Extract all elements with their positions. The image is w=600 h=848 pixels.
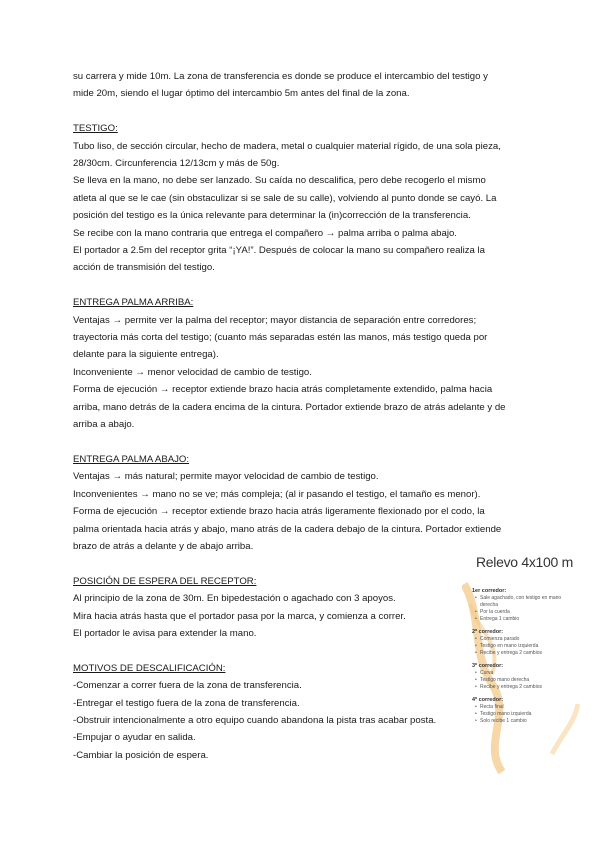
espera-line: Mira hacia atrás hasta que el portador pasa por la marca, y comienza a correr. (73, 610, 406, 622)
runner-group (472, 663, 576, 691)
testigo-line: posición del testigo es la única relevante para determinar la (in)corrección de la transferencia. (73, 210, 471, 222)
section-heading-testigo: TESTIGO: (73, 123, 118, 135)
testigo-line: Se recibe con la mano contraria que entrega el compañero → palma arriba o palma abajo. (73, 227, 457, 239)
relevo-list (472, 588, 576, 731)
runner-group (472, 588, 576, 623)
palma-arriba-line: trayectoria más corta del testigo; (cuanto más separadas estén las manos, más testigo queda por (73, 332, 488, 344)
palma-abajo-line: brazo de atrás a delante y de abajo arriba. (73, 540, 254, 552)
palma-abajo-line: Forma de ejecución → receptor extiende brazo hacia atrás ligeramente flexionado por el codo, la (73, 506, 485, 518)
runner-item: • Curva (472, 670, 576, 677)
espera-line: Al principio de la zona de 30m. En bipedestación o agachado con 3 apoyos. (73, 593, 396, 605)
palma-arriba-line: Inconveniente → menor velocidad de cambio de testigo. (73, 366, 312, 378)
runner-group (472, 697, 576, 725)
relevo-figure (462, 552, 580, 774)
runner-heading: 1er corredor: (472, 588, 507, 594)
runner-item: • Testigo mano derecha (472, 677, 576, 684)
runner-item: • Testigo mano izquierda (472, 711, 576, 718)
palma-arriba-line: arriba, mano detrás de la cadera encima de la cintura. Portador extiende brazo de atrás adelante y de (73, 401, 506, 413)
descalificacion-line: -Obstruir intencionalmente a otro equipo cuando abandona la pista tras acabar posta. (73, 714, 437, 726)
runner-heading: 3º corredor: (472, 663, 504, 669)
runner-item: • Solo recibe 1 cambio (472, 718, 576, 725)
espera-line: El portador le avisa para extender la mano. (73, 627, 257, 639)
palma-arriba-line: Ventajas → permite ver la palma del receptor; mayor distancia de separación entre corredores; (73, 314, 477, 326)
descalificacion-line: -Entregar el testigo fuera de la zona de transferencia. (73, 697, 300, 709)
runner-item: • Recta final (472, 704, 576, 711)
runner-item: • Comienza parado (472, 636, 576, 643)
testigo-line: Se lleva en la mano, no debe ser lanzado. Su caída no descalifica, pero debe recogerlo el mismo (73, 175, 486, 187)
runner-item: • Sale agachado, con testigo en mano derecha (472, 595, 576, 609)
runner-item: • Recibe y entrega 2 cambios (472, 684, 576, 691)
testigo-line: acción de transmisión del testigo. (73, 262, 215, 274)
runner-group (472, 629, 576, 657)
runner-item: • Por la cuerda (472, 609, 576, 616)
palma-abajo-line: Inconvenientes → mano no se ve; más compleja; (al ir pasando el testigo, el tamaño es menor). (73, 488, 481, 500)
palma-abajo-line: palma orientada hacia atrás y abajo, mano atrás de la cadera debajo de la cintura. Portador extiende (73, 523, 502, 535)
palma-arriba-line: Forma de ejecución → receptor extiende brazo hacia atrás completamente extendido, palma hacia (73, 384, 493, 396)
descalificacion-line: -Cambiar la posición de espera. (73, 749, 209, 761)
intro-line: su carrera y mide 10m. La zona de transferencia es donde se produce el intercambio del testigo y (73, 71, 488, 82)
section-heading-espera: POSICIÓN DE ESPERA DEL RECEPTOR: (73, 575, 257, 587)
descalificacion-line: -Empujar o ayudar en salida. (73, 732, 196, 744)
testigo-line: El portador a 2.5m del receptor grita “¡YA!”. Después de colocar la mano su compañero realiza la (73, 245, 486, 257)
palma-abajo-line: Ventajas → más natural; permite mayor velocidad de cambio de testigo. (73, 471, 379, 483)
figure-title: Relevo 4x100 m (476, 554, 573, 570)
runner-heading: 2º corredor: (472, 629, 504, 635)
runner-item: • Recibe y entrega 2 cambios (472, 650, 576, 657)
palma-arriba-line: arriba a abajo. (73, 419, 135, 431)
testigo-line: 28/30cm. Circunferencia 12/13cm y más de 50g. (73, 158, 280, 170)
runner-heading: 4º corredor: (472, 697, 504, 703)
testigo-line: Tubo liso, de sección circular, hecho de madera, metal o cualquier material rígido, de una sola pieza, (73, 140, 501, 152)
intro-line: mide 20m, siendo el lugar óptimo del intercambio 5m antes del final de la zona. (73, 88, 410, 100)
descalificacion-line: -Comenzar a correr fuera de la zona de transferencia. (73, 680, 302, 692)
section-heading-descalificacion: MOTIVOS DE DESCALIFICACIÓN: (73, 662, 226, 674)
runner-item: • Testigo en mano izquierda (472, 643, 576, 650)
section-heading-palma-abajo: ENTREGA PALMA ABAJO: (73, 453, 190, 465)
palma-arriba-line: delante para la siguiente entrega). (73, 349, 219, 361)
document-body (73, 68, 528, 764)
testigo-line: atleta al que se le cae (sin obstaculizar si se sale de su calle), volviendo al punto donde se cayó. La (73, 192, 497, 204)
runner-item: • Entrega 1 cambio (472, 616, 576, 623)
section-heading-palma-arriba: ENTREGA PALMA ARRIBA: (73, 297, 194, 309)
